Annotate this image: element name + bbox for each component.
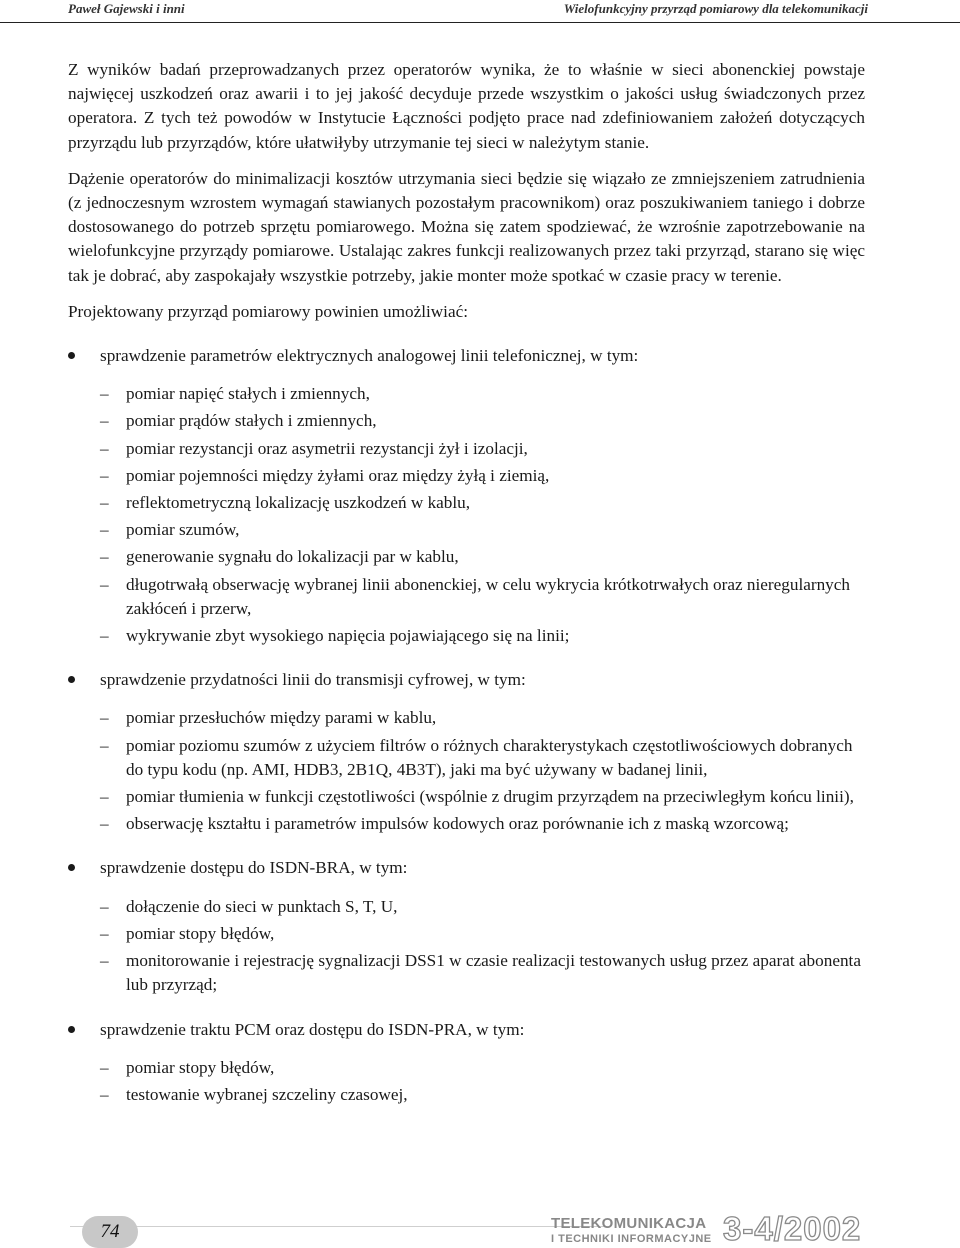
list-item-text: pomiar stopy błędów, bbox=[126, 923, 275, 943]
list-item bbox=[68, 464, 865, 488]
list-item bbox=[68, 812, 865, 836]
dash-icon: – bbox=[100, 708, 109, 728]
bullet-item bbox=[68, 344, 865, 648]
page-header bbox=[0, 0, 960, 23]
list-item-text: pomiar rezystancji oraz asymetrii rezystancji żył i izolacji, bbox=[126, 438, 528, 458]
list-item-text: pomiar przesłuchów między parami w kablu, bbox=[126, 708, 437, 728]
list-item-text: pomiar poziomu szumów z użyciem filtrów o różnych charakterystykach częstotliwościowych dobranych do typu kodu (np. AMI, HDB3, 2B1Q, 4B3T), jaki ma być używany w badanej linii, bbox=[126, 735, 853, 779]
bullet-dot-icon bbox=[68, 676, 75, 683]
dash-icon: – bbox=[100, 438, 109, 458]
list-item bbox=[68, 573, 865, 621]
list-item-text: pomiar stopy błędów, bbox=[126, 1057, 275, 1077]
list-item bbox=[68, 1056, 865, 1080]
dash-icon: – bbox=[100, 384, 109, 404]
sub-list bbox=[68, 706, 865, 836]
bullet-text: sprawdzenie przydatności linii do transmisji cyfrowej, w tym: bbox=[100, 670, 526, 690]
dash-icon: – bbox=[100, 493, 109, 513]
dash-icon: – bbox=[100, 465, 109, 485]
dash-icon: – bbox=[100, 411, 109, 431]
list-item-text: wykrywanie zbyt wysokiego napięcia pojawiającego się na linii; bbox=[126, 626, 570, 646]
page-number: 74 bbox=[82, 1216, 138, 1248]
bullet-item bbox=[68, 1018, 865, 1108]
list-item-text: reflektometryczną lokalizację uszkodzeń w kablu, bbox=[126, 493, 471, 513]
dash-icon: – bbox=[100, 520, 109, 540]
footer-rule bbox=[70, 1226, 610, 1227]
bullet-dot-icon bbox=[68, 864, 75, 871]
list-item-text: testowanie wybranej szczeliny czasowej, bbox=[126, 1084, 408, 1104]
list-item-text: obserwację kształtu i parametrów impulsów kodowych oraz porównanie ich z maską wzorcową; bbox=[126, 814, 789, 834]
journal-name: TELEKOMUNIKACJA bbox=[551, 1215, 707, 1232]
paragraph: Projektowany przyrząd pomiarowy powinien umożliwiać: bbox=[68, 301, 468, 321]
dash-icon: – bbox=[100, 951, 109, 971]
bullet-item bbox=[68, 856, 865, 997]
list-item bbox=[68, 734, 865, 782]
list-item bbox=[68, 437, 865, 461]
paragraph: Z wyników badań przeprowadzanych przez operatorów wynika, że to właśnie w sieci abonenckiej powstaje najwięcej uszkodzeń oraz awarii i to jej jakość decyduje przede wszystkim o jakości usług świadczonych przez operatora. Z tych też powodów w Instytucie Łączności podjęto prace nad zdefiniowaniem założeń dotyczących przyrządu lub przyrządów, które ułatwiłyby utrzymanie tej sieci w należytym stanie. bbox=[68, 60, 865, 152]
bullet-text: sprawdzenie dostępu do ISDN-BRA, w tym: bbox=[100, 858, 408, 878]
header-title: Wielofunkcyjny przyrząd pomiarowy dla telekomunikacji bbox=[563, 1, 868, 16]
paragraph: Dążenie operatorów do minimalizacji kosztów utrzymania sieci będzie się wiązało ze zmniejszeniem zatrudnienia (z jednoczesnym wzrostem wymagań stawianych pozostałym pracownikom) oraz poszukiwaniem taniego i dobrze dostosowanego do potrzeb sprzętu pomiarowego. Można się zatem spodziewać, że wzrośnie zapotrzebowanie na wielofunkcyjne przyrządy pomiarowe. Ustalając zakres funkcji realizowanych przez taki przyrząd, starano się więc tak je dobrać, aby zaspokajały wszystkie potrzeby, jakie monter może spotkać w czasie pracy w terenie. bbox=[68, 168, 865, 285]
dash-icon: – bbox=[100, 626, 109, 646]
header-author: Paweł Gajewski i inni bbox=[68, 1, 185, 16]
list-item bbox=[68, 1083, 865, 1107]
list-item bbox=[68, 382, 865, 406]
bullet-text: sprawdzenie traktu PCM oraz dostępu do ISDN-PRA, w tym: bbox=[100, 1019, 525, 1039]
page-footer bbox=[0, 1200, 960, 1248]
dash-icon: – bbox=[100, 814, 109, 834]
list-item-text: pomiar pojemności między żyłami oraz między żyłą i ziemią, bbox=[126, 465, 550, 485]
list-item bbox=[68, 949, 865, 997]
list-item bbox=[68, 922, 865, 946]
list-item bbox=[68, 491, 865, 515]
list-item-text: pomiar szumów, bbox=[126, 520, 240, 540]
list-item bbox=[68, 518, 865, 542]
sub-list bbox=[68, 382, 865, 648]
journal-subtitle: I TECHNIKI INFORMACYJNE bbox=[551, 1233, 712, 1245]
sub-list bbox=[68, 1056, 865, 1107]
dash-icon: – bbox=[100, 896, 109, 916]
sub-list bbox=[68, 895, 865, 998]
list-item bbox=[68, 706, 865, 730]
list-item-text: pomiar tłumienia w funkcji częstotliwości (wspólnie z drugim przyrządem na przeciwległym końcu linii), bbox=[126, 787, 854, 807]
dash-icon: – bbox=[100, 787, 109, 807]
list-item-text: długotrwałą obserwację wybranej linii abonenckiej, w celu wykrycia krótkotrwałych oraz nieregularnych zakłóceń i przerw, bbox=[126, 574, 850, 618]
bullet-item bbox=[68, 668, 865, 836]
dash-icon: – bbox=[100, 547, 109, 567]
list-item-text: pomiar prądów stałych i zmiennych, bbox=[126, 411, 377, 431]
dash-icon: – bbox=[100, 1084, 109, 1104]
list-item-text: dołączenie do sieci w punktach S, T, U, bbox=[126, 896, 398, 916]
dash-icon: – bbox=[100, 574, 109, 594]
list-item-text: monitorowanie i rejestrację sygnalizacji DSS1 w czasie realizacji testowanych usług przez aparat abonenta lub przyrząd; bbox=[126, 951, 861, 995]
bullet-dot-icon bbox=[68, 1026, 75, 1033]
dash-icon: – bbox=[100, 923, 109, 943]
list-item-text: pomiar napięć stałych i zmiennych, bbox=[126, 384, 370, 404]
issue-number: 3-4/2002 bbox=[723, 1210, 862, 1247]
list-item bbox=[68, 785, 865, 809]
list-item bbox=[68, 409, 865, 433]
list-item bbox=[68, 895, 865, 919]
dash-icon: – bbox=[100, 735, 109, 755]
article-body bbox=[68, 58, 865, 1110]
list-item-text: generowanie sygnału do lokalizacji par w kablu, bbox=[126, 547, 459, 567]
bullet-text: sprawdzenie parametrów elektrycznych analogowej linii telefonicznej, w tym: bbox=[100, 346, 639, 366]
bullet-dot-icon bbox=[68, 352, 75, 359]
list-item bbox=[68, 545, 865, 569]
list-item bbox=[68, 624, 865, 648]
dash-icon: – bbox=[100, 1057, 109, 1077]
